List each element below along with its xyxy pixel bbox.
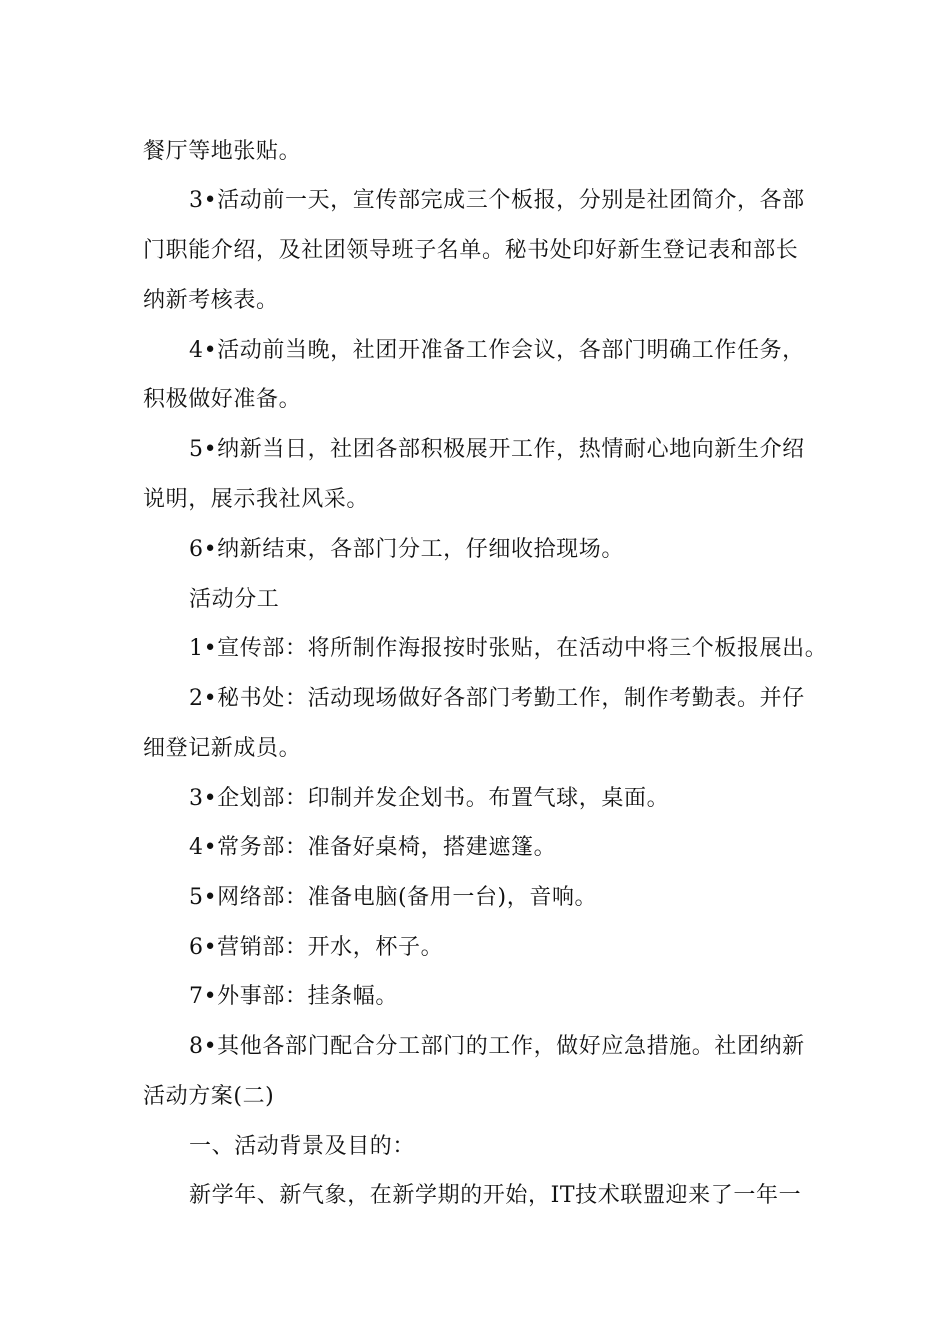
text-line: 纳新考核表。 — [143, 288, 279, 313]
text-line: 3•活动前一天，宣传部完成三个板报，分别是社团简介，各部 — [189, 188, 805, 213]
text-line: 5•网络部：准备电脑(备用一台)，音响。 — [189, 885, 598, 910]
text-line: 活动方案(二) — [143, 1084, 275, 1109]
text-line: 6•纳新结束，各部门分工，仔细收拾现场。 — [189, 537, 624, 562]
text-line: 8•其他各部门配合分工部门的工作，做好应急措施。社团纳新 — [189, 1034, 805, 1059]
text-line: 6•营销部：开水，杯子。 — [189, 935, 444, 960]
text-line: 1•宣传部：将所制作海报按时张贴，在活动中将三个板报展出。 — [189, 636, 828, 661]
text-line: 4•活动前当晚，社团开准备工作会议，各部门明确工作任务， — [189, 338, 805, 363]
text-line: 说明，展示我社风采。 — [143, 487, 370, 512]
text-line: 3•企划部：印制并发企划书。布置气球，桌面。 — [189, 786, 670, 811]
text-line: 新学年、新气象，在新学期的开始，IT技术联盟迎来了一年一 — [189, 1183, 802, 1208]
section-heading: 一、活动背景及目的： — [189, 1134, 416, 1159]
text-line: 门职能介绍，及社团领导班子名单。秘书处印好新生登记表和部长 — [143, 238, 799, 263]
text-line: 5•纳新当日，社团各部积极展开工作，热情耐心地向新生介绍 — [189, 437, 805, 462]
text-line: 2•秘书处：活动现场做好各部门考勤工作，制作考勤表。并仔 — [189, 686, 805, 711]
text-line: 积极做好准备。 — [143, 387, 302, 412]
section-heading: 活动分工 — [189, 587, 280, 612]
text-line: 餐厅等地张贴。 — [143, 139, 302, 164]
text-line: 细登记新成员。 — [143, 736, 302, 761]
text-line: 7•外事部：挂条幅。 — [189, 984, 398, 1009]
text-line: 4•常务部：准备好桌椅，搭建遮篷。 — [189, 835, 557, 860]
